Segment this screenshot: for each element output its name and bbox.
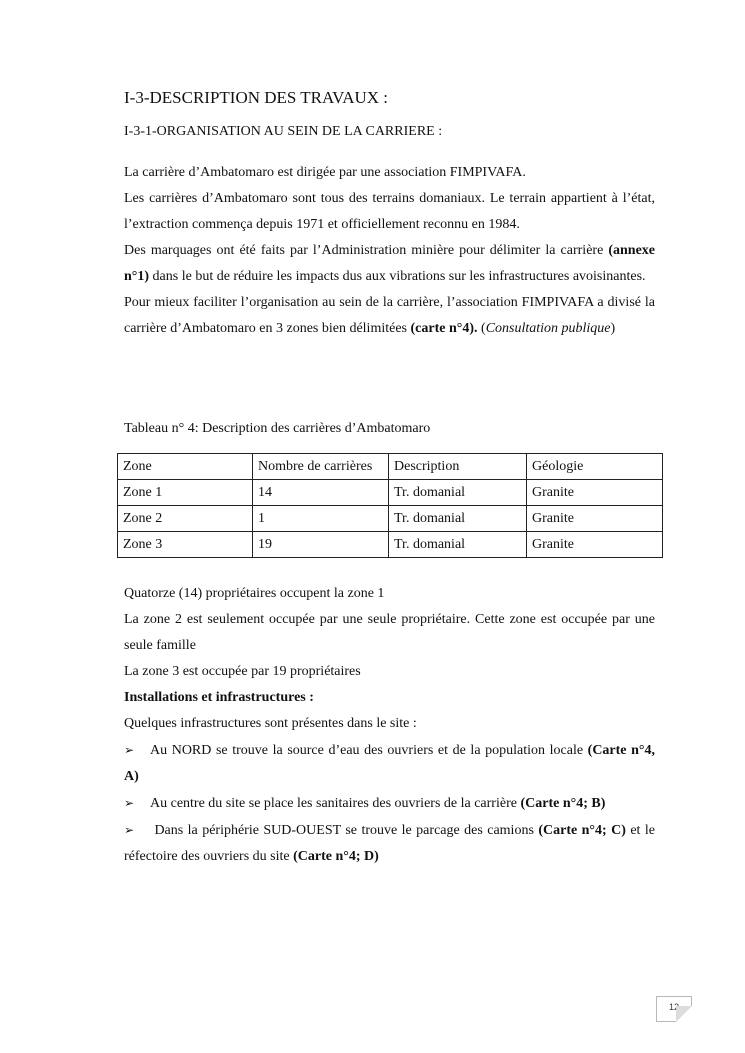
text-run: Des marquages ont été faits par l’Administration minière pour délimiter la carrière xyxy=(124,243,609,258)
table-row xyxy=(118,532,663,558)
carte-reference: (carte n°4). xyxy=(410,321,478,336)
installations-title xyxy=(124,685,655,711)
bullet-item xyxy=(124,817,655,870)
page-number: 12 xyxy=(668,1002,679,1012)
table-caption: Tableau n° 4: Description des carrières d’Ambatomaro xyxy=(124,421,431,436)
annexe-reference: (annexe n°1) xyxy=(124,243,655,284)
installations-title-text: Installations et infrastructures : xyxy=(124,690,314,705)
table-header-cell: Description xyxy=(389,454,527,480)
zone1-paragraph: Quatorze (14) propriétaires occupent la zone 1 xyxy=(124,586,385,601)
text-run: et le réfectoire des ouvriers du site xyxy=(124,823,655,864)
table-row xyxy=(118,480,663,506)
carte-reference: (Carte n°4, A) xyxy=(124,743,656,784)
table-cell: 1 xyxy=(253,506,389,532)
table-cell: Granite xyxy=(527,506,663,532)
table-cell: 14 xyxy=(253,480,389,506)
text-run: dans le but de réduire les impacts dus aux vibrations sur les infrastructures avoisinantes. xyxy=(149,269,646,284)
page-number-box xyxy=(656,996,692,1022)
table-cell: Tr. domanial xyxy=(389,506,527,532)
text-run: Au centre du site se place les sanitaires des ouvriers de la carrière xyxy=(150,796,521,811)
intro-paragraphs xyxy=(124,160,655,342)
table-cell: 19 xyxy=(253,532,389,558)
text-run: Dans la périphérie SUD-OUEST se trouve le parcage des camions xyxy=(150,823,539,838)
table-cell: Granite xyxy=(527,480,663,506)
table-cell: Granite xyxy=(527,532,663,558)
zone2-paragraph: La zone 2 est seulement occupée par une seule propriétaire. Cette zone est occupée par une seule famille xyxy=(124,612,655,653)
text-run: ( xyxy=(477,321,486,336)
intro-paragraph-4 xyxy=(124,290,655,342)
carrieres-table xyxy=(117,453,663,558)
arrow-bullet-icon: ➢ xyxy=(124,743,135,757)
intro-paragraph-3 xyxy=(124,238,655,290)
page-curl-icon xyxy=(676,1006,692,1022)
source-note: Consultation publique xyxy=(485,321,611,336)
table-cell: Zone 2 xyxy=(118,506,253,532)
carte-reference: (Carte n°4; D) xyxy=(293,849,379,864)
subsection-heading: I-3-1-ORGANISATION AU SEIN DE LA CARRIERE : xyxy=(124,124,443,139)
intro-paragraph-1: La carrière d’Ambatomaro est dirigée par une association FIMPIVAFA. xyxy=(124,165,526,180)
bullet-item xyxy=(124,790,655,817)
after-table-paragraphs xyxy=(124,581,655,870)
table-cell: Zone 3 xyxy=(118,532,253,558)
intro-paragraph-2: Les carrières d’Ambatomaro sont tous des terrains domaniaux. Le terrain appartient à l’état, l’extraction commença depuis 1971 et officiellement reconnu en 1984. xyxy=(124,191,655,232)
carte-reference: (Carte n°4; B) xyxy=(520,796,606,811)
table-header-cell: Géologie xyxy=(527,454,663,480)
text-run: ) xyxy=(610,321,616,336)
table-row xyxy=(118,506,663,532)
zone3-paragraph: La zone 3 est occupée par 19 propriétaires xyxy=(124,664,361,679)
section-heading: I-3-DESCRIPTION DES TRAVAUX : xyxy=(124,88,388,107)
text-run: Pour mieux faciliter l’organisation au sein de la carrière, l’association FIMPIVAFA a divisé la carrière d’Ambatomaro en 3 zones bien délimitées xyxy=(124,295,655,336)
table-cell: Tr. domanial xyxy=(389,480,527,506)
table-header-cell: Nombre de carrières xyxy=(253,454,389,480)
carte-reference: (Carte n°4; C) xyxy=(538,823,626,838)
table-header-cell: Zone xyxy=(118,454,253,480)
arrow-bullet-icon: ➢ xyxy=(124,823,135,837)
infrastructures-intro: Quelques infrastructures sont présentes dans le site : xyxy=(124,716,417,731)
text-run: Au NORD se trouve la source d’eau des ouvriers et de la population locale xyxy=(150,743,588,758)
table-cell: Tr. domanial xyxy=(389,532,527,558)
table-header-row xyxy=(118,454,663,480)
bullet-item xyxy=(124,737,655,790)
table-cell: Zone 1 xyxy=(118,480,253,506)
arrow-bullet-icon: ➢ xyxy=(124,796,135,810)
